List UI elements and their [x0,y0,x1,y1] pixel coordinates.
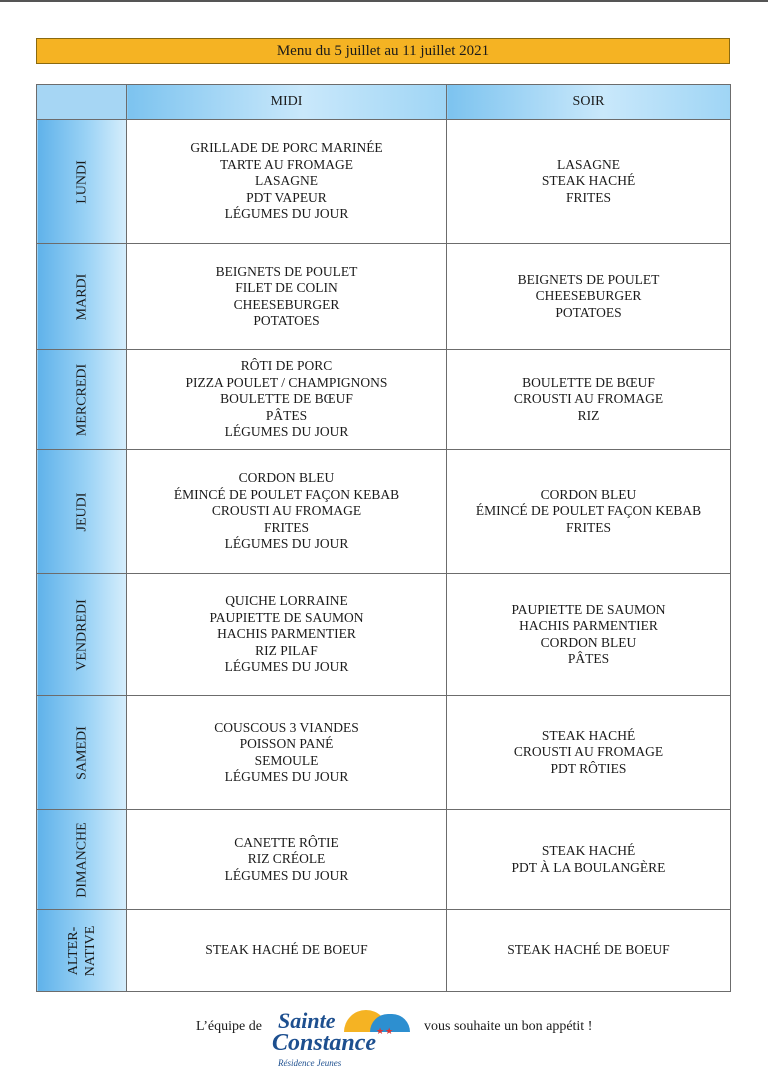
dish-item: CHEESEBURGER [233,296,340,312]
day-name: VENDREDI [74,598,89,671]
dish-item: CORDON BLEU [238,470,335,486]
logo-text-line1: Sainte [278,1008,336,1033]
dish-item: LASAGNE [557,156,620,172]
alternative-label-cell [37,910,127,992]
footer-right-text: vous souhaite un bon appétit ! [424,1019,593,1034]
day-name: MARDI [74,273,89,320]
column-header-midi: MIDI [127,85,447,120]
soir-cell [447,696,731,810]
day-label-cell [37,574,127,696]
day-label-cell [37,244,127,350]
dish-item: CROUSTI AU FROMAGE [513,744,664,760]
dish-item: HACHIS PARMENTIER [519,618,658,633]
alternative-label [65,925,99,976]
day-name: MERCREDI [74,363,89,436]
dish-item: POISSON PANÉ [239,736,334,751]
dish-item: STEAK HACHÉ [541,843,636,858]
day-label-cell [37,696,127,810]
dish-item: FILET DE COLIN [235,280,338,295]
corner-cell [37,85,127,120]
dish-item: CHEESEBURGER [535,288,642,304]
day-row [37,120,731,244]
dish-item: TARTE AU FROMAGE [219,156,354,172]
dish-item: BEIGNETS DE POULET [517,271,660,287]
dish-item: FRITES [565,189,611,205]
dish-item: LÉGUMES DU JOUR [224,867,349,883]
dish-item: RÔTI DE PORC [240,358,333,374]
dish-item: CROUSTI AU FROMAGE [211,503,362,519]
soir-cell [447,810,731,910]
dish-item: CORDON BLEU [540,486,637,502]
midi-cell [127,450,447,574]
dish-item: LÉGUMES DU JOUR [224,769,349,784]
day-label-cell [37,350,127,450]
dish-item: ÉMINCÉ DE POULET FAÇON KEBAB [173,486,400,502]
midi-cell [127,810,447,910]
logo-stars-icon: ★★ [376,1026,395,1036]
day-row [37,574,731,696]
day-name: DIMANCHE [74,821,89,898]
midi-cell [127,120,447,244]
day-label-cell [37,450,127,574]
dish-item: PDT À LA BOULANGÈRE [511,859,666,875]
dish-item: LÉGUMES DU JOUR [224,536,349,552]
dish-item: POTATOES [253,313,320,328]
dish-item: LASAGNE [255,173,318,189]
dish-item: LÉGUMES DU JOUR [224,424,349,440]
dish-item: POTATOES [555,304,622,320]
column-header-soir: SOIR [447,85,731,120]
dish-item: FRITES [263,519,309,535]
alternative-label-line1: ALTER- [65,926,81,975]
dish-item: STEAK HACHÉ DE BOEUF [507,942,670,958]
soir-cell [447,350,731,450]
dish-item: CANETTE RÔTIE [234,834,339,850]
dish-item: STEAK HACHÉ [541,727,636,743]
alternative-row [37,910,731,992]
alternative-soir-cell [447,910,731,992]
day-row [37,244,731,350]
dish-item: HACHIS PARMENTIER [217,626,356,642]
dish-item: RIZ CRÉOLE [247,851,326,867]
dish-item: RIZ PILAF [255,642,318,658]
dish-item: BOULETTE DE BŒUF [522,374,655,390]
footer [0,1008,768,1078]
dish-item: BOULETTE DE BŒUF [220,391,353,407]
dish-item: PÂTES [567,651,610,666]
alternative-label-line2: NATIVE [82,925,98,976]
dish-item: QUICHE LORRAINE [225,593,348,609]
dish-item: STEAK HACHÉ [541,173,636,189]
menu-body [37,120,731,992]
day-row [37,696,731,810]
dish-item: STEAK HACHÉ DE BOEUF [205,942,368,958]
logo-text-line3: Résidence Jeunes [278,1058,342,1068]
dish-item: CROUSTI AU FROMAGE [513,391,664,407]
dish-item: SEMOULE [254,752,319,768]
day-row [37,810,731,910]
dish-item: LÉGUMES DU JOUR [224,206,349,222]
dish-item: PAUPIETTE DE SAUMON [209,609,364,625]
day-row [37,450,731,574]
menu-table [36,84,731,992]
day-row [37,350,731,450]
day-label-cell [37,810,127,910]
menu-title-text: Menu du 5 juillet au 11 juillet 2021 [276,42,490,59]
dish-item: LÉGUMES DU JOUR [224,659,349,675]
logo-text-line2: Constance [272,1030,377,1056]
midi-cell [127,350,447,450]
dish-item: COUSCOUS 3 VIANDES [214,719,359,735]
dish-item: PDT RÔTIES [550,760,627,776]
soir-cell [447,450,731,574]
dish-item: PÂTES [265,407,308,423]
sainte-constance-logo [266,1008,422,1074]
dish-item: ÉMINCÉ DE POULET FAÇON KEBAB [475,503,702,519]
dish-item: RIZ [577,407,600,423]
dish-item: GRILLADE DE PORC MARINÉE [190,140,383,156]
soir-cell [447,574,731,696]
day-name: SAMEDI [74,725,89,780]
top-border-line [0,0,768,2]
dish-item: PAUPIETTE DE SAUMON [511,601,666,617]
alternative-midi-cell [127,910,447,992]
dish-item: PIZZA POULET / CHAMPIGNONS [185,374,388,390]
menu-header-row [37,85,731,120]
menu-title [36,38,730,64]
midi-cell [127,244,447,350]
day-label-cell [37,120,127,244]
day-name: LUNDI [74,159,89,204]
dish-item: PDT VAPEUR [246,189,327,205]
midi-cell [127,696,447,810]
dish-item: CORDON BLEU [540,634,637,650]
soir-cell [447,120,731,244]
dish-item: FRITES [565,519,611,535]
dish-item: BEIGNETS DE POULET [215,263,358,279]
midi-cell [127,574,447,696]
footer-left-text: L’équipe de [196,1019,262,1034]
day-name: JEUDI [74,492,89,531]
soir-cell [447,244,731,350]
